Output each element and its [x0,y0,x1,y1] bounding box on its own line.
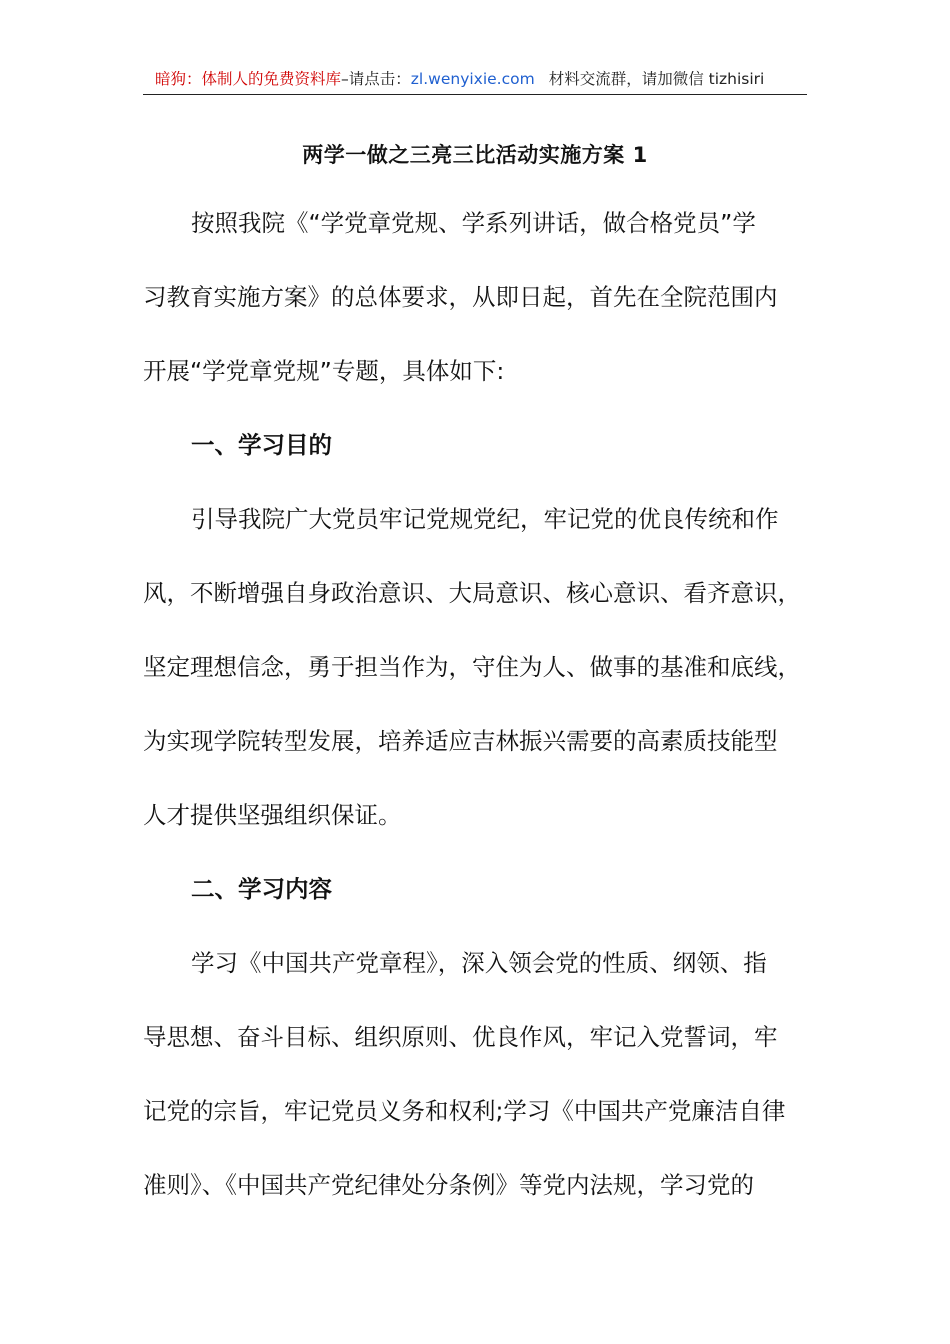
paragraph-line: 学习《中国共产党章程》，深入领会党的性质、纲领、指 [191,949,767,977]
document-body [143,186,807,1222]
header-group-note: 材料交流群，请加微信 tizhisiri [548,70,765,88]
paragraph-line: 为实现学院转型发展，培养适应吉林振兴需要的高素质技能型 [143,727,778,755]
paragraph-line: 记党的宗旨，牢记党员义务和权利;学习《中国共产党廉洁自律 [143,1097,786,1125]
header-link[interactable]: zl.wenyixie.com [410,70,535,88]
document-title: 两学一做之三亮三比活动实施方案 1 [302,143,648,167]
header-brand: 暗狗：体制人的免费资料库 [155,70,342,88]
section-heading-content: 二、学习内容 [191,875,332,903]
paragraph-line: 习教育实施方案》的总体要求，从即日起，首先在全院范围内 [143,283,778,311]
paragraph-line: 准则》、《中国共产党纪律处分条例》等党内法规，学习党的 [143,1171,754,1199]
paragraph-line: 风，不断增强自身政治意识、大局意识、核心意识、看齐意识， [143,579,801,607]
paragraph-line: 人才提供坚强组织保证。 [143,801,402,829]
page-header [143,66,807,95]
paragraph-line: 按照我院《“学党章党规、学系列讲话，做合格党员”学 [191,209,756,237]
paragraph-line: 开展“学党章党规”专题，具体如下: [143,357,505,385]
section-heading-purpose: 一、学习目的 [191,431,332,459]
paragraph-line: 引导我院广大党员牢记党规党纪，牢记党的优良传统和作 [191,505,779,533]
header-click-prefix: –请点击： [341,70,411,88]
paragraph-line: 坚定理想信念，勇于担当作为，守住为人、做事的基准和底线， [143,653,801,681]
paragraph-line: 导思想、奋斗目标、组织原则、优良作风，牢记入党誓词，牢 [143,1023,778,1051]
